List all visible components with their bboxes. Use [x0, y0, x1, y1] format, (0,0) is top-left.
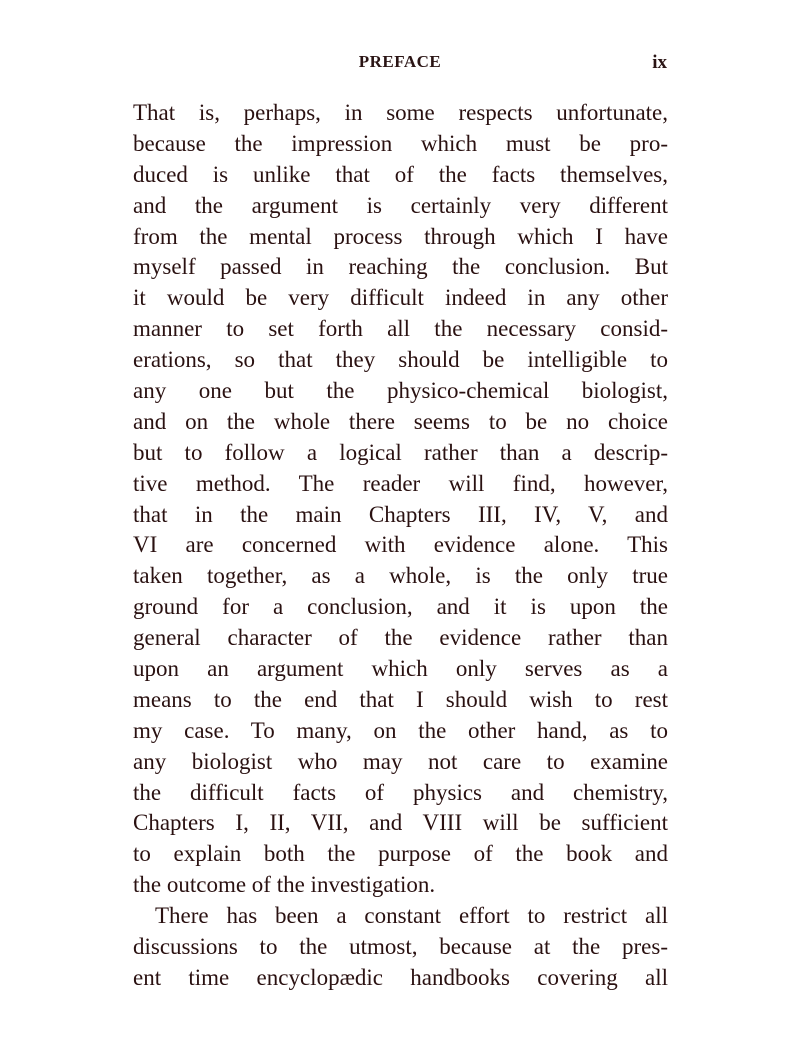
paragraph-start-line: There has been a constant effort to restrict all [155, 903, 668, 929]
text-line: the difficult facts of physics and chemistry, [133, 779, 668, 805]
text-line: means to the end that I should wish to rest [133, 686, 668, 712]
text-line: myself passed in reaching the conclusion. But [133, 254, 668, 280]
text-line: because the impression which must be pro- [133, 130, 668, 156]
text-line: manner to set forth all the necessary consid- [133, 316, 668, 342]
body-text [133, 98, 668, 994]
text-line: That is, perhaps, in some respects unfortunate, [133, 100, 668, 125]
text-line: and on the whole there seems to be no choice [133, 408, 668, 434]
text-line: but to follow a logical rather than a descrip- [133, 439, 668, 465]
paragraph-end-line: the outcome of the investigation. [133, 872, 436, 898]
text-line: any one but the physico-chemical biologist, [133, 378, 668, 404]
text-line: any biologist who may not care to examine [133, 748, 668, 774]
running-head [133, 52, 667, 82]
text-line: duced is unlike that of the facts themselves, [133, 161, 668, 187]
text-line: my case. To many, on the other hand, as to [133, 717, 668, 743]
text-line: tive method. The reader will find, however, [133, 470, 668, 496]
text-line: ent time encyclopædic handbooks covering all [133, 964, 668, 990]
text-line: general character of the evidence rather than [133, 625, 668, 651]
text-line: Chapters I, II, VII, and VIII will be sufficient [133, 810, 668, 836]
text-line: from the mental process through which I have [133, 223, 668, 249]
text-line: VI are concerned with evidence alone. This [133, 532, 668, 558]
text-line: it would be very difficult indeed in any other [133, 285, 668, 311]
text-line: that in the main Chapters III, IV, V, and [133, 501, 668, 527]
text-line: upon an argument which only serves as a [133, 656, 668, 682]
page-number: ix [652, 52, 667, 73]
text-line: taken together, as a whole, is the only true [133, 563, 668, 589]
text-line: ground for a conclusion, and it is upon the [133, 594, 668, 620]
text-line: and the argument is certainly very different [133, 192, 668, 218]
text-line: to explain both the purpose of the book and [133, 841, 668, 867]
text-line: erations, so that they should be intelligible to [133, 347, 668, 373]
text-line: discussions to the utmost, because at the pres- [133, 934, 668, 960]
running-head-title: PREFACE [358, 52, 442, 71]
